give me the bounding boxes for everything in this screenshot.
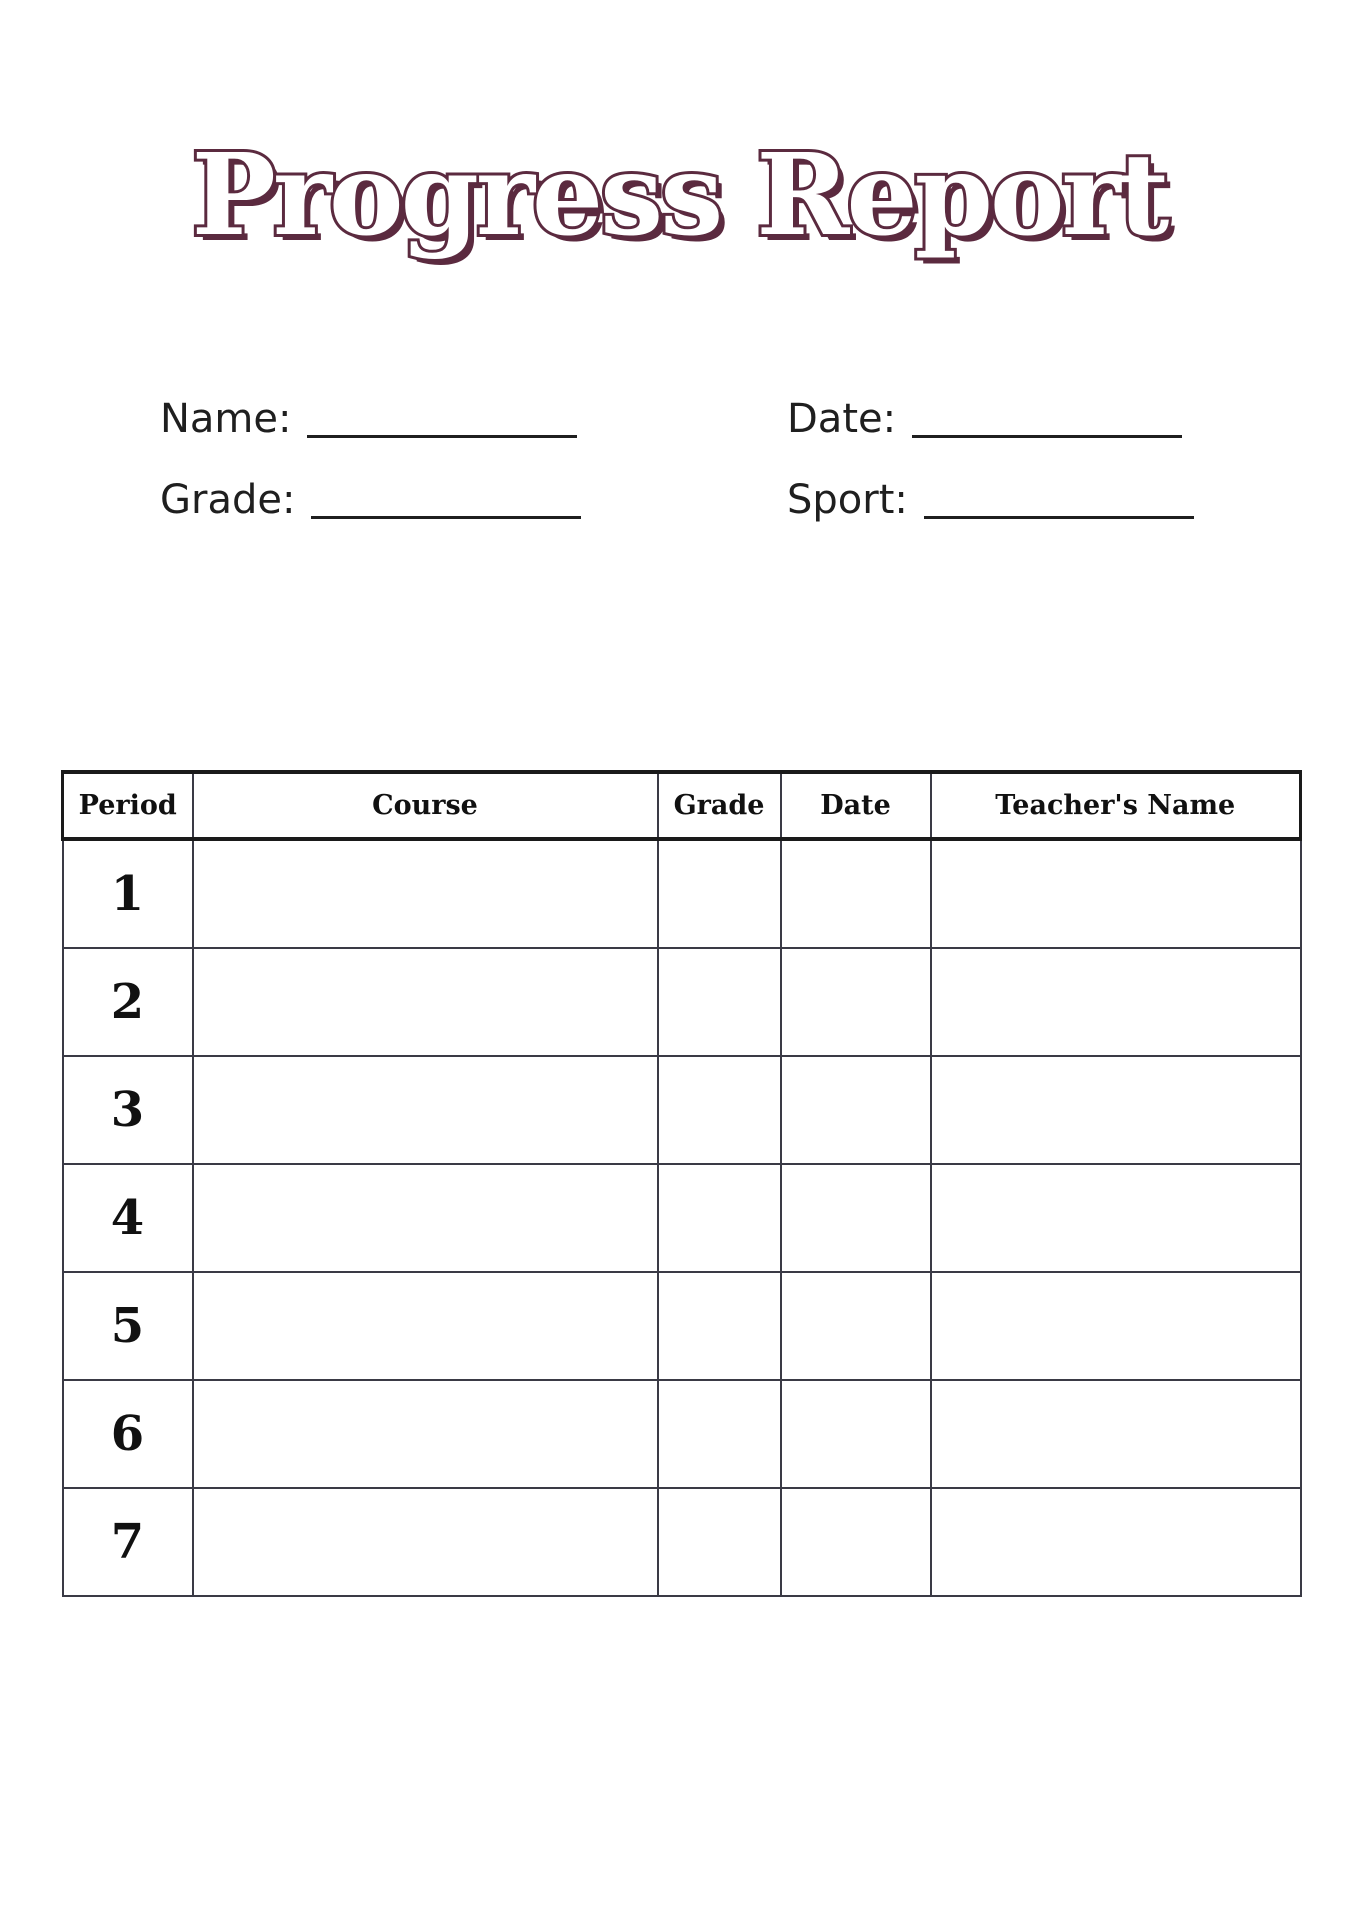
grade-field[interactable] [160, 476, 581, 523]
teacher-name-cell[interactable] [931, 1488, 1301, 1596]
date-field[interactable] [787, 395, 1182, 442]
teacher-name-cell[interactable] [931, 839, 1301, 948]
table-header-row [63, 772, 1301, 839]
date-cell[interactable] [781, 1056, 931, 1164]
period-number: 3 [63, 1056, 193, 1164]
grade-cell[interactable] [658, 1272, 781, 1380]
table-row [63, 1056, 1301, 1164]
sport-field[interactable] [787, 476, 1194, 523]
name-field[interactable] [160, 395, 577, 442]
header-course: Course [193, 772, 658, 839]
teacher-name-cell[interactable] [931, 948, 1301, 1056]
date-cell[interactable] [781, 948, 931, 1056]
course-cell[interactable] [193, 839, 658, 948]
header-grade: Grade [658, 772, 781, 839]
date-cell[interactable] [781, 1272, 931, 1380]
teacher-name-cell[interactable] [931, 1380, 1301, 1488]
name-blank-line[interactable] [307, 401, 577, 438]
header-period: Period [63, 772, 193, 839]
grade-cell[interactable] [658, 1380, 781, 1488]
date-cell[interactable] [781, 1488, 931, 1596]
progress-table [61, 770, 1302, 1597]
date-cell[interactable] [781, 839, 931, 948]
date-label: Date: [787, 396, 897, 442]
period-number: 6 [63, 1380, 193, 1488]
course-cell[interactable] [193, 1488, 658, 1596]
teacher-name-cell[interactable] [931, 1272, 1301, 1380]
date-cell[interactable] [781, 1164, 931, 1272]
sport-blank-line[interactable] [924, 482, 1194, 519]
period-number: 7 [63, 1488, 193, 1596]
page-title: Progress Report [191, 130, 1167, 261]
grade-cell[interactable] [658, 1488, 781, 1596]
period-number: 5 [63, 1272, 193, 1380]
grade-cell[interactable] [658, 1164, 781, 1272]
period-number: 2 [63, 948, 193, 1056]
grade-cell[interactable] [658, 948, 781, 1056]
date-blank-line[interactable] [912, 401, 1182, 438]
course-cell[interactable] [193, 1056, 658, 1164]
table-row [63, 1488, 1301, 1596]
table-row [63, 1164, 1301, 1272]
grade-label: Grade: [160, 477, 296, 523]
grade-cell[interactable] [658, 839, 781, 948]
course-cell[interactable] [193, 948, 658, 1056]
table-row [63, 839, 1301, 948]
table-row [63, 1272, 1301, 1380]
table-row [63, 948, 1301, 1056]
course-cell[interactable] [193, 1272, 658, 1380]
grade-blank-line[interactable] [311, 482, 581, 519]
header-date: Date [781, 772, 931, 839]
sport-label: Sport: [787, 477, 908, 523]
grade-cell[interactable] [658, 1056, 781, 1164]
period-number: 1 [63, 839, 193, 948]
course-cell[interactable] [193, 1164, 658, 1272]
date-cell[interactable] [781, 1380, 931, 1488]
period-number: 4 [63, 1164, 193, 1272]
name-label: Name: [160, 396, 292, 442]
teacher-name-cell[interactable] [931, 1056, 1301, 1164]
table-row [63, 1380, 1301, 1488]
teacher-name-cell[interactable] [931, 1164, 1301, 1272]
header-teachers-name: Teacher's Name [931, 772, 1301, 839]
course-cell[interactable] [193, 1380, 658, 1488]
